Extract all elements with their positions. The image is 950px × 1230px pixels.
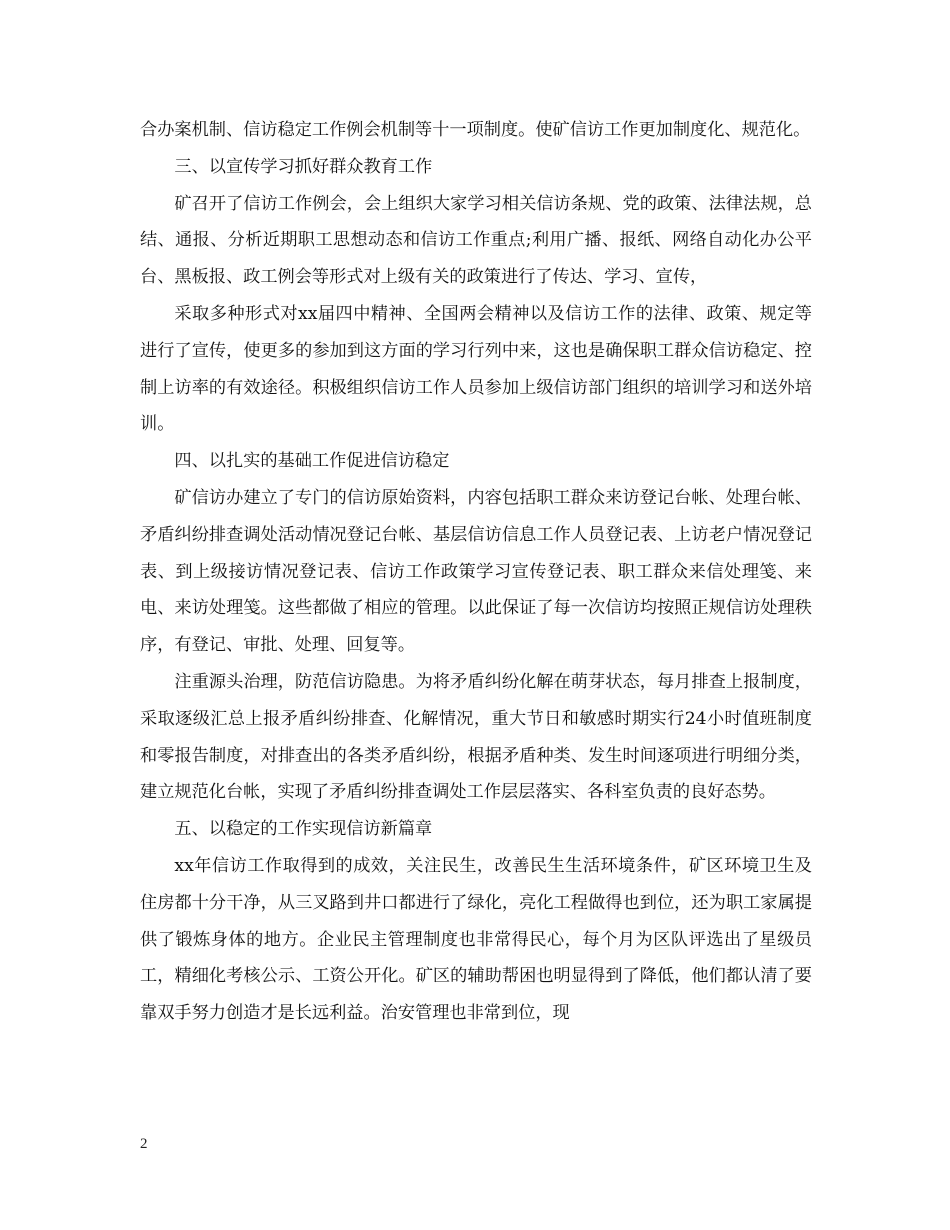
paragraph: 矿信访办建立了专门的信访原始资料，内容包括职工群众来访登记台帐、处理台帐、矛盾纠纷排查调处活动情况登记台帐、基层信访信息工作人员登记表、上访老户情况登记表、到上级接访情况登记表、信访工作政策学习宣传登记表、职工群众来信处理笺、来电、来访处理笺。这些都做了相应的管理。以此保证了每一次信访均按照正规信访处理秩序，有登记、审批、处理、回复等。 bbox=[140, 487, 812, 656]
paragraph: 矿召开了信访工作例会，会上组织大家学习相关信访条规、党的政策、法律法规，总结、通报、分析近期职工思想动态和信访工作重点;利用广播、报纸、网络自动化办公平台、黑板报、政工例会等形式对上级有关的政策进行了传达、学习、宣传， bbox=[140, 193, 812, 288]
section-heading-4: 四、以扎实的基础工作促进信访稳定 bbox=[174, 451, 450, 472]
paragraph: 采取多种形式对xx届四中精神、全国两会精神以及信访工作的法律、政策、规定等进行了宣传，使更多的参加到这方面的学习行列中来，这也是确保职工群众信访稳定、控制上访率的有效途径。积极组织信访工作人员参加上级信访部门组织的培训学习和送外培训。 bbox=[140, 303, 812, 435]
document-body bbox=[140, 112, 812, 1032]
section-heading-5: 五、以稳定的工作实现信访新篇章 bbox=[174, 819, 433, 840]
page-number: 2 bbox=[140, 1136, 148, 1152]
paragraph: xx年信访工作取得到的成效，关注民生，改善民生生活环境条件，矿区环境卫生及住房都十分干净，从三叉路到井口都进行了绿化，亮化工程做得也到位，还为职工家属提供了锻炼身体的地方。企业民主管理制度也非常得民心，每个月为区队评选出了星级员工，精细化考核公示、工资公开化。矿区的辅助帮困也明显得到了降低，他们都认清了要靠双手努力创造才是长远利益。治安管理也非常到位，现 bbox=[140, 855, 812, 1024]
paragraph: 注重源头治理，防范信访隐患。为将矛盾纠纷化解在萌芽状态，每月排查上报制度，采取逐级汇总上报矛盾纠纷排查、化解情况，重大节日和敏感时期实行24小时值班制度和零报告制度，对排查出的各类矛盾纠纷，根据矛盾种类、发生时间逐项进行明细分类，建立规范化台帐，实现了矛盾纠纷排查调处工作层层落实、各科室负责的良好态势。 bbox=[140, 671, 812, 803]
section-heading-3: 三、以宣传学习抓好群众教育工作 bbox=[174, 156, 433, 177]
paragraph-continued: 合办案机制、信访稳定工作例会机制等十一项制度。使矿信访工作更加制度化、规范化。 bbox=[140, 120, 811, 140]
